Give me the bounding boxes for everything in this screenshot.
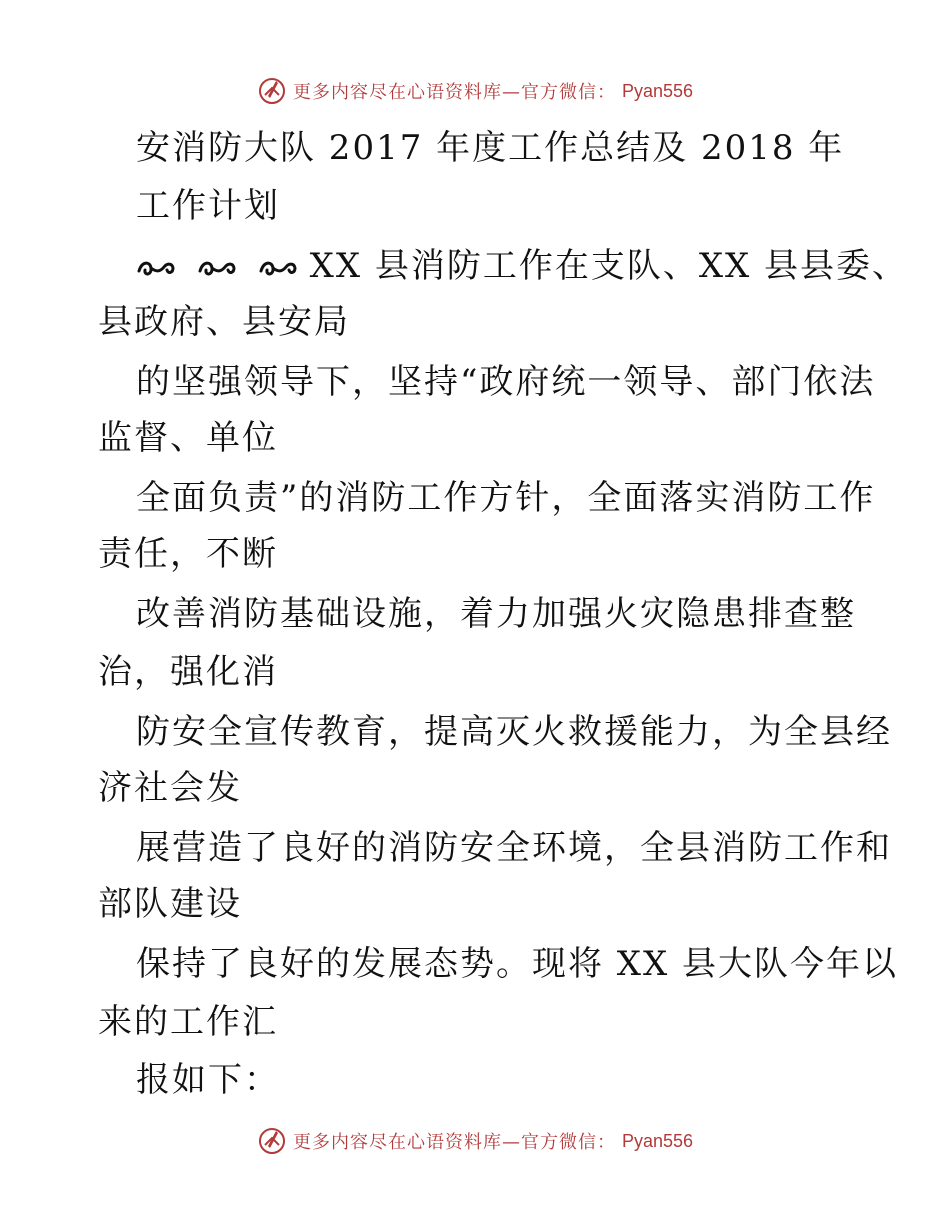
paragraph-line-7: 改善消防基础设施，着力加强火灾隐患排查整	[136, 594, 856, 634]
document-title-line-1: 安消防大队 2017 年度工作总结及 2018 年	[136, 128, 845, 168]
watermark-text: 更多内容尽在心语资料库—官方微信：	[292, 1132, 616, 1153]
flourish-ornament-icon	[136, 255, 176, 281]
book-pen-logo-icon	[257, 1126, 287, 1156]
paragraph-line-9: 防安全宣传教育，提高灭火救援能力，为全县经	[136, 712, 892, 752]
paragraph-line-13: 保持了良好的发展态势。现将 XX 县大队今年以	[136, 944, 899, 984]
paragraph-line-6: 责任，不断	[98, 534, 278, 574]
paragraph-line-3: 的坚强领导下，坚持“政府统一领导、部门依法	[136, 362, 876, 402]
header-watermark	[0, 74, 950, 108]
paragraph-line-8: 治，强化消	[98, 652, 278, 692]
paragraph-line-12: 部队建设	[98, 884, 242, 924]
footer-watermark	[0, 1124, 950, 1158]
watermark-wechat-id: Pyan556	[621, 1130, 694, 1151]
flourish-ornament-icon	[258, 255, 298, 281]
paragraph-line-2: 县政府、县安局	[98, 302, 350, 342]
watermark-wechat-id: Pyan556	[621, 80, 694, 101]
book-pen-logo-icon	[257, 76, 287, 106]
paragraph-line-1	[136, 246, 908, 286]
document-title-line-2: 工作计划	[136, 186, 280, 226]
flourish-ornament-icon	[197, 255, 237, 281]
paragraph-line-5: 全面负责”的消防工作方针，全面落实消防工作	[136, 478, 876, 518]
ornament-group	[136, 246, 306, 286]
paragraph-line-10: 济社会发	[98, 768, 242, 808]
paragraph-line-15: 报如下：	[136, 1060, 280, 1100]
paragraph-line-14: 来的工作汇	[98, 1002, 278, 1042]
watermark-text: 更多内容尽在心语资料库—官方微信：	[292, 82, 616, 103]
paragraph-line-11: 展营造了良好的消防安全环境，全县消防工作和	[136, 828, 892, 868]
paragraph-line-1-text: XX 县消防工作在支队、XX 县县委、	[309, 246, 909, 286]
paragraph-line-4: 监督、单位	[98, 418, 278, 458]
